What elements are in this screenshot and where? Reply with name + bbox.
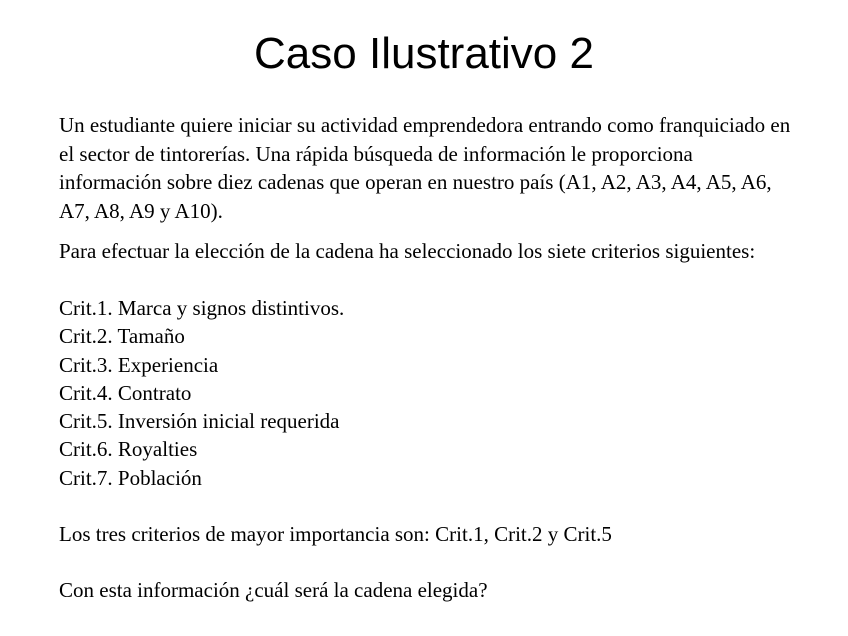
criteria-item-4: Crit.4. Contrato (59, 380, 192, 405)
slide-title: Caso Ilustrativo 2 (254, 29, 594, 78)
question-paragraph: Con esta información ¿cuál será la cadena elegida? (59, 578, 488, 602)
important-criteria-paragraph: Los tres criterios de mayor importancia son: Crit.1, Crit.2 y Crit.5 (59, 522, 612, 546)
criteria-item-2: Crit.2. Tamaño (59, 324, 185, 349)
criteria-item-7: Crit.7. Población (59, 465, 202, 490)
criteria-intro-paragraph: Para efectuar la elección de la cadena ha seleccionado los siete criterios siguientes: (59, 239, 756, 263)
criteria-item-3: Crit.3. Experiencia (59, 352, 219, 377)
criteria-item-5: Crit.5. Inversión inicial requerida (59, 409, 340, 434)
intro-paragraph: Un estudiante quiere iniciar su actividad emprendedora entrando como franquiciado en el sector de tintorerías. Una rápida búsqueda de información le proporciona información sobre diez cadenas que operan en nuestro país (A1, A2, A3, A4, A5, A6, A7, A8, A9 y A10). (59, 113, 791, 223)
criteria-item-6: Crit.6. Royalties (59, 437, 198, 462)
criteria-list (59, 294, 344, 492)
criteria-item-1: Crit.1. Marca y signos distintivos. (59, 296, 345, 320)
